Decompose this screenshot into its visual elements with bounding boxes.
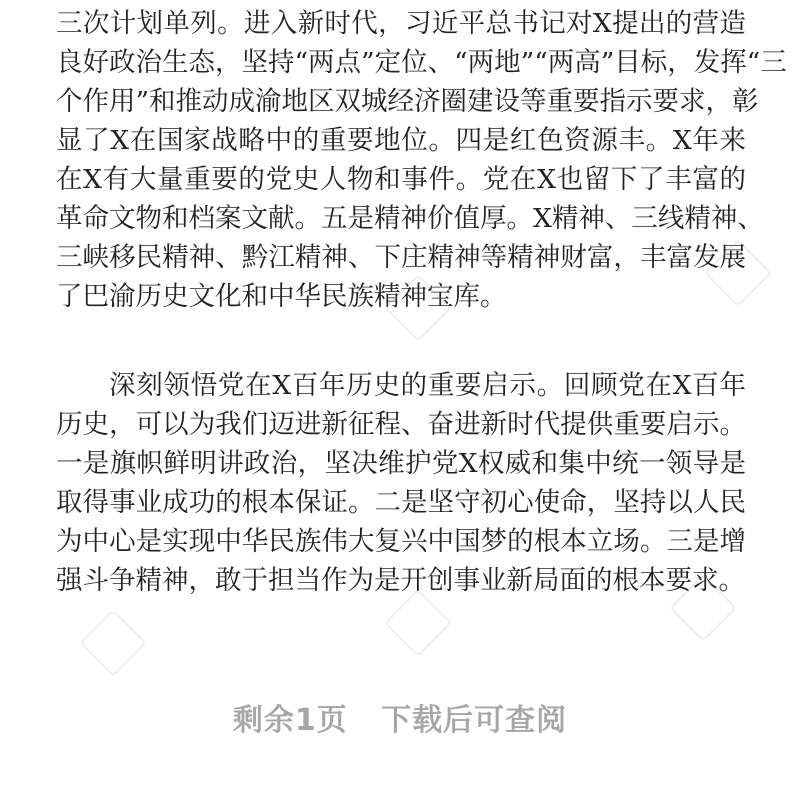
paragraph-line: 取得事业成功的根本保证。二是坚守初心使命，坚持以人民 — [56, 487, 746, 518]
paragraph-line: 三峡移民精神、黔江精神、下庄精神等精神财富，丰富发展 — [56, 242, 746, 273]
paragraph-line: 强斗争精神，敢于担当作为是开创事业新局面的根本要求。 — [56, 565, 745, 596]
paragraph-line: 历史，可以为我们迈进新征程、奋进新时代提供重要启示。 — [56, 409, 746, 440]
watermark-mark — [80, 610, 145, 675]
paragraph-line: 个作用”和推动成渝地区双城经济圈建设等重要指示要求，彰 — [56, 86, 759, 117]
paragraph-line: 显了X在国家战略中的重要地位。四是红色资源丰。X年来 — [56, 125, 746, 156]
paragraph-line: 良好政治生态，坚持“两点”定位、“两地”“两高”目标，发挥“三 — [56, 47, 787, 78]
paragraph-line: 一是旗帜鲜明讲政治，坚决维护党X权威和集中统一领导是 — [56, 448, 746, 479]
remaining-pages-notice[interactable]: 剩余1页 下载后可查阅 — [232, 703, 568, 738]
paragraph-line: 在X有大量重要的党史人物和事件。党在X也留下了丰富的 — [56, 164, 746, 195]
paragraph-line: 革命文物和档案文献。五是精神价值厚。X精神、三线精神、 — [56, 203, 764, 234]
paragraph-line: 为中心是实现中华民族伟大复兴中国梦的根本立场。三是增 — [56, 526, 746, 557]
paragraph-line: 深刻领悟党在X百年历史的重要启示。回顾党在X百年 — [109, 370, 746, 401]
paragraph-line: 三次计划单列。进入新时代，习近平总书记对X提出的营造 — [56, 8, 746, 39]
paragraph-line: 了巴渝历史文化和中华民族精神宝库。 — [56, 281, 507, 312]
